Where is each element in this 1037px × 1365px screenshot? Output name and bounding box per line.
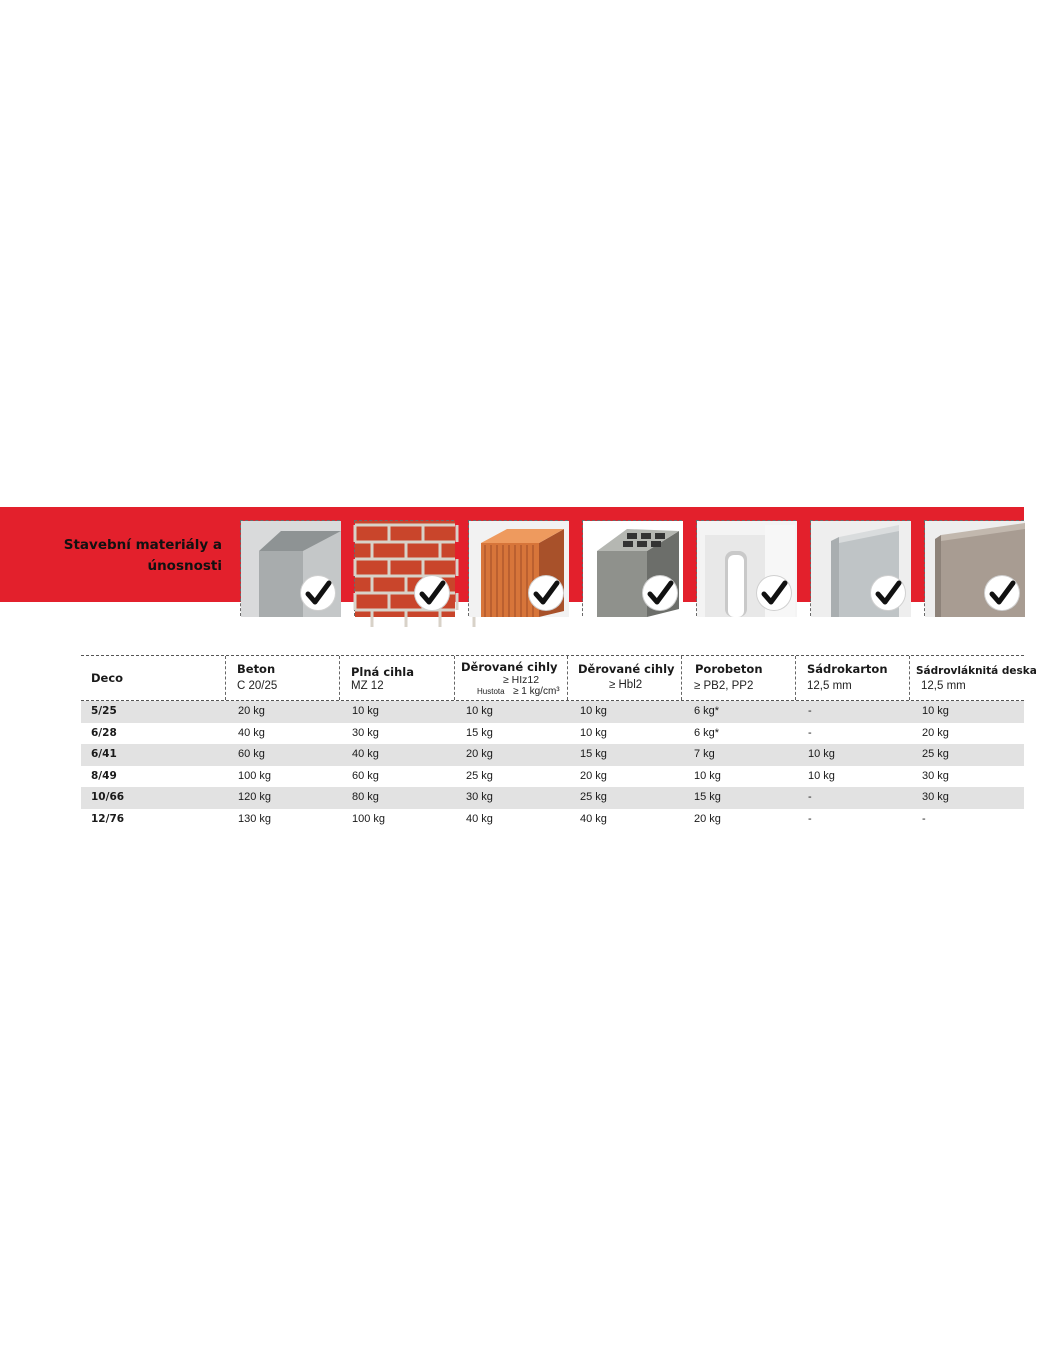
table-cell: 130 kg [238,812,272,825]
column-divider [454,656,455,700]
table-cell: 30 kg [922,791,949,803]
table-cell: 20 kg [466,748,493,760]
header-column [571,656,681,700]
table-cell: 15 kg [580,748,607,760]
checkmark-icon [757,576,791,610]
column-divider [225,656,226,700]
table-cell: 30 kg [352,726,379,739]
table-cell: 10 kg [466,705,493,717]
row-label: 10/66 [91,791,125,803]
header-column [913,656,1037,700]
table-cell: 15 kg [694,791,721,803]
table-cell: - [808,705,812,717]
header-column [229,656,339,700]
column-density: ≥ 1 kg/cm³ [513,686,560,697]
table-cell: 120 kg [238,791,272,803]
row-label: 6/41 [91,748,117,760]
aerated-concrete-icon [696,520,796,616]
table-cell: 10 kg [922,705,949,717]
table-row [81,766,1024,788]
table-cell: 7 kg [694,748,715,760]
column-spec: ≥ Hbl2 [609,679,643,691]
table-cell: 25 kg [466,769,493,782]
table-row [81,809,1024,831]
perforated-brick-icon [468,520,568,616]
column-divider [339,656,340,700]
table-row [81,701,1024,723]
row-label: 8/49 [91,769,117,782]
header-column [799,656,909,700]
checkmark-icon [301,576,335,610]
column-name: Beton [237,662,276,676]
table-cell: 100 kg [238,769,272,782]
checkmark-icon [415,576,449,610]
table-cell: 10 kg [580,726,607,739]
table-cell: 25 kg [922,748,949,760]
column-spec: MZ 12 [351,680,384,692]
checkmark-icon [529,576,563,610]
column-name: Sádrokarton [807,662,888,676]
table-cell: 10 kg [808,748,835,760]
hollow-block-icon [582,520,682,616]
table-row [81,744,1024,766]
table-row [81,787,1024,809]
table-cell: - [808,791,812,803]
table-cell: 10 kg [580,705,607,717]
gypsum-fibre-board-icon [924,520,1024,616]
table-header: Deco Beton C 20/25 Plná cihla MZ 12 Děrované cihly ≥ HIz12 Hustota ≥ 1 kg/cm³ Děrované cihly ≥ Hbl2 Porobeton ≥ PB2, PP2 Sádrokarton 12,5 mm Sádrovláknitá deska 12,5 mm [81,655,1024,701]
table-cell: 60 kg [238,748,265,760]
header-column [343,656,453,700]
table-cell: 20 kg [922,726,949,739]
table-cell: 10 kg [694,769,721,782]
table-cell: 6 kg* [694,705,720,717]
table-cell: - [922,812,926,825]
column-spec: 12,5 mm [921,680,966,692]
banner-title [0,535,222,577]
column-spec: 12,5 mm [807,680,852,692]
table-cell: 40 kg [580,812,607,825]
table-cell: - [808,812,812,825]
load-capacity-table [81,655,1037,830]
column-name: Děrované cihly [578,662,675,676]
column-divider [681,656,682,700]
table-cell: 40 kg [238,726,265,739]
column-divider [909,656,910,700]
column-divider [795,656,796,700]
header-column [457,656,567,700]
row-label: 12/76 [91,812,125,825]
table-cell: 100 kg [352,812,386,825]
table-cell: 20 kg [694,812,721,825]
row-label: 6/28 [91,726,117,739]
column-name: Sádrovláknitá deska [916,665,1037,677]
table-cell: 80 kg [352,791,379,803]
header-column [685,656,795,700]
table-cell: 10 kg [352,705,379,717]
column-density-label: Hustota [477,687,505,696]
column-spec: ≥ PB2, PP2 [694,680,754,692]
checkmark-icon [643,576,677,610]
solid-brick-icon [354,520,454,616]
column-name: Děrované cihly [461,660,558,674]
table-cell: 40 kg [352,748,379,760]
table-cell: 25 kg [580,791,607,803]
checkmark-icon [985,576,1019,610]
table-cell: 40 kg [466,812,493,825]
plasterboard-icon [810,520,910,616]
banner-title-line-2: únosnosti [147,558,222,574]
table-cell: 30 kg [466,791,493,803]
checkmark-icon [871,576,905,610]
column-name: Porobeton [695,662,763,676]
column-divider [567,656,568,700]
table-cell: 6 kg* [694,726,720,739]
table-cell: 15 kg [466,726,493,739]
table-cell: - [808,726,812,739]
column-spec: ≥ HIz12 [503,674,540,686]
banner-title-line-1: Stavební materiály a [63,537,222,553]
table-cell: 30 kg [922,769,949,782]
column-spec: C 20/25 [237,680,278,692]
table-cell: 20 kg [238,705,265,717]
column-name: Plná cihla [351,665,414,679]
table-cell: 10 kg [808,769,835,782]
table-body [81,701,1024,830]
table-cell: 60 kg [352,769,379,782]
row-label: 5/25 [91,705,117,717]
table-cell: 20 kg [580,769,607,782]
concrete-block-icon [240,520,340,616]
table-row [81,723,1024,745]
